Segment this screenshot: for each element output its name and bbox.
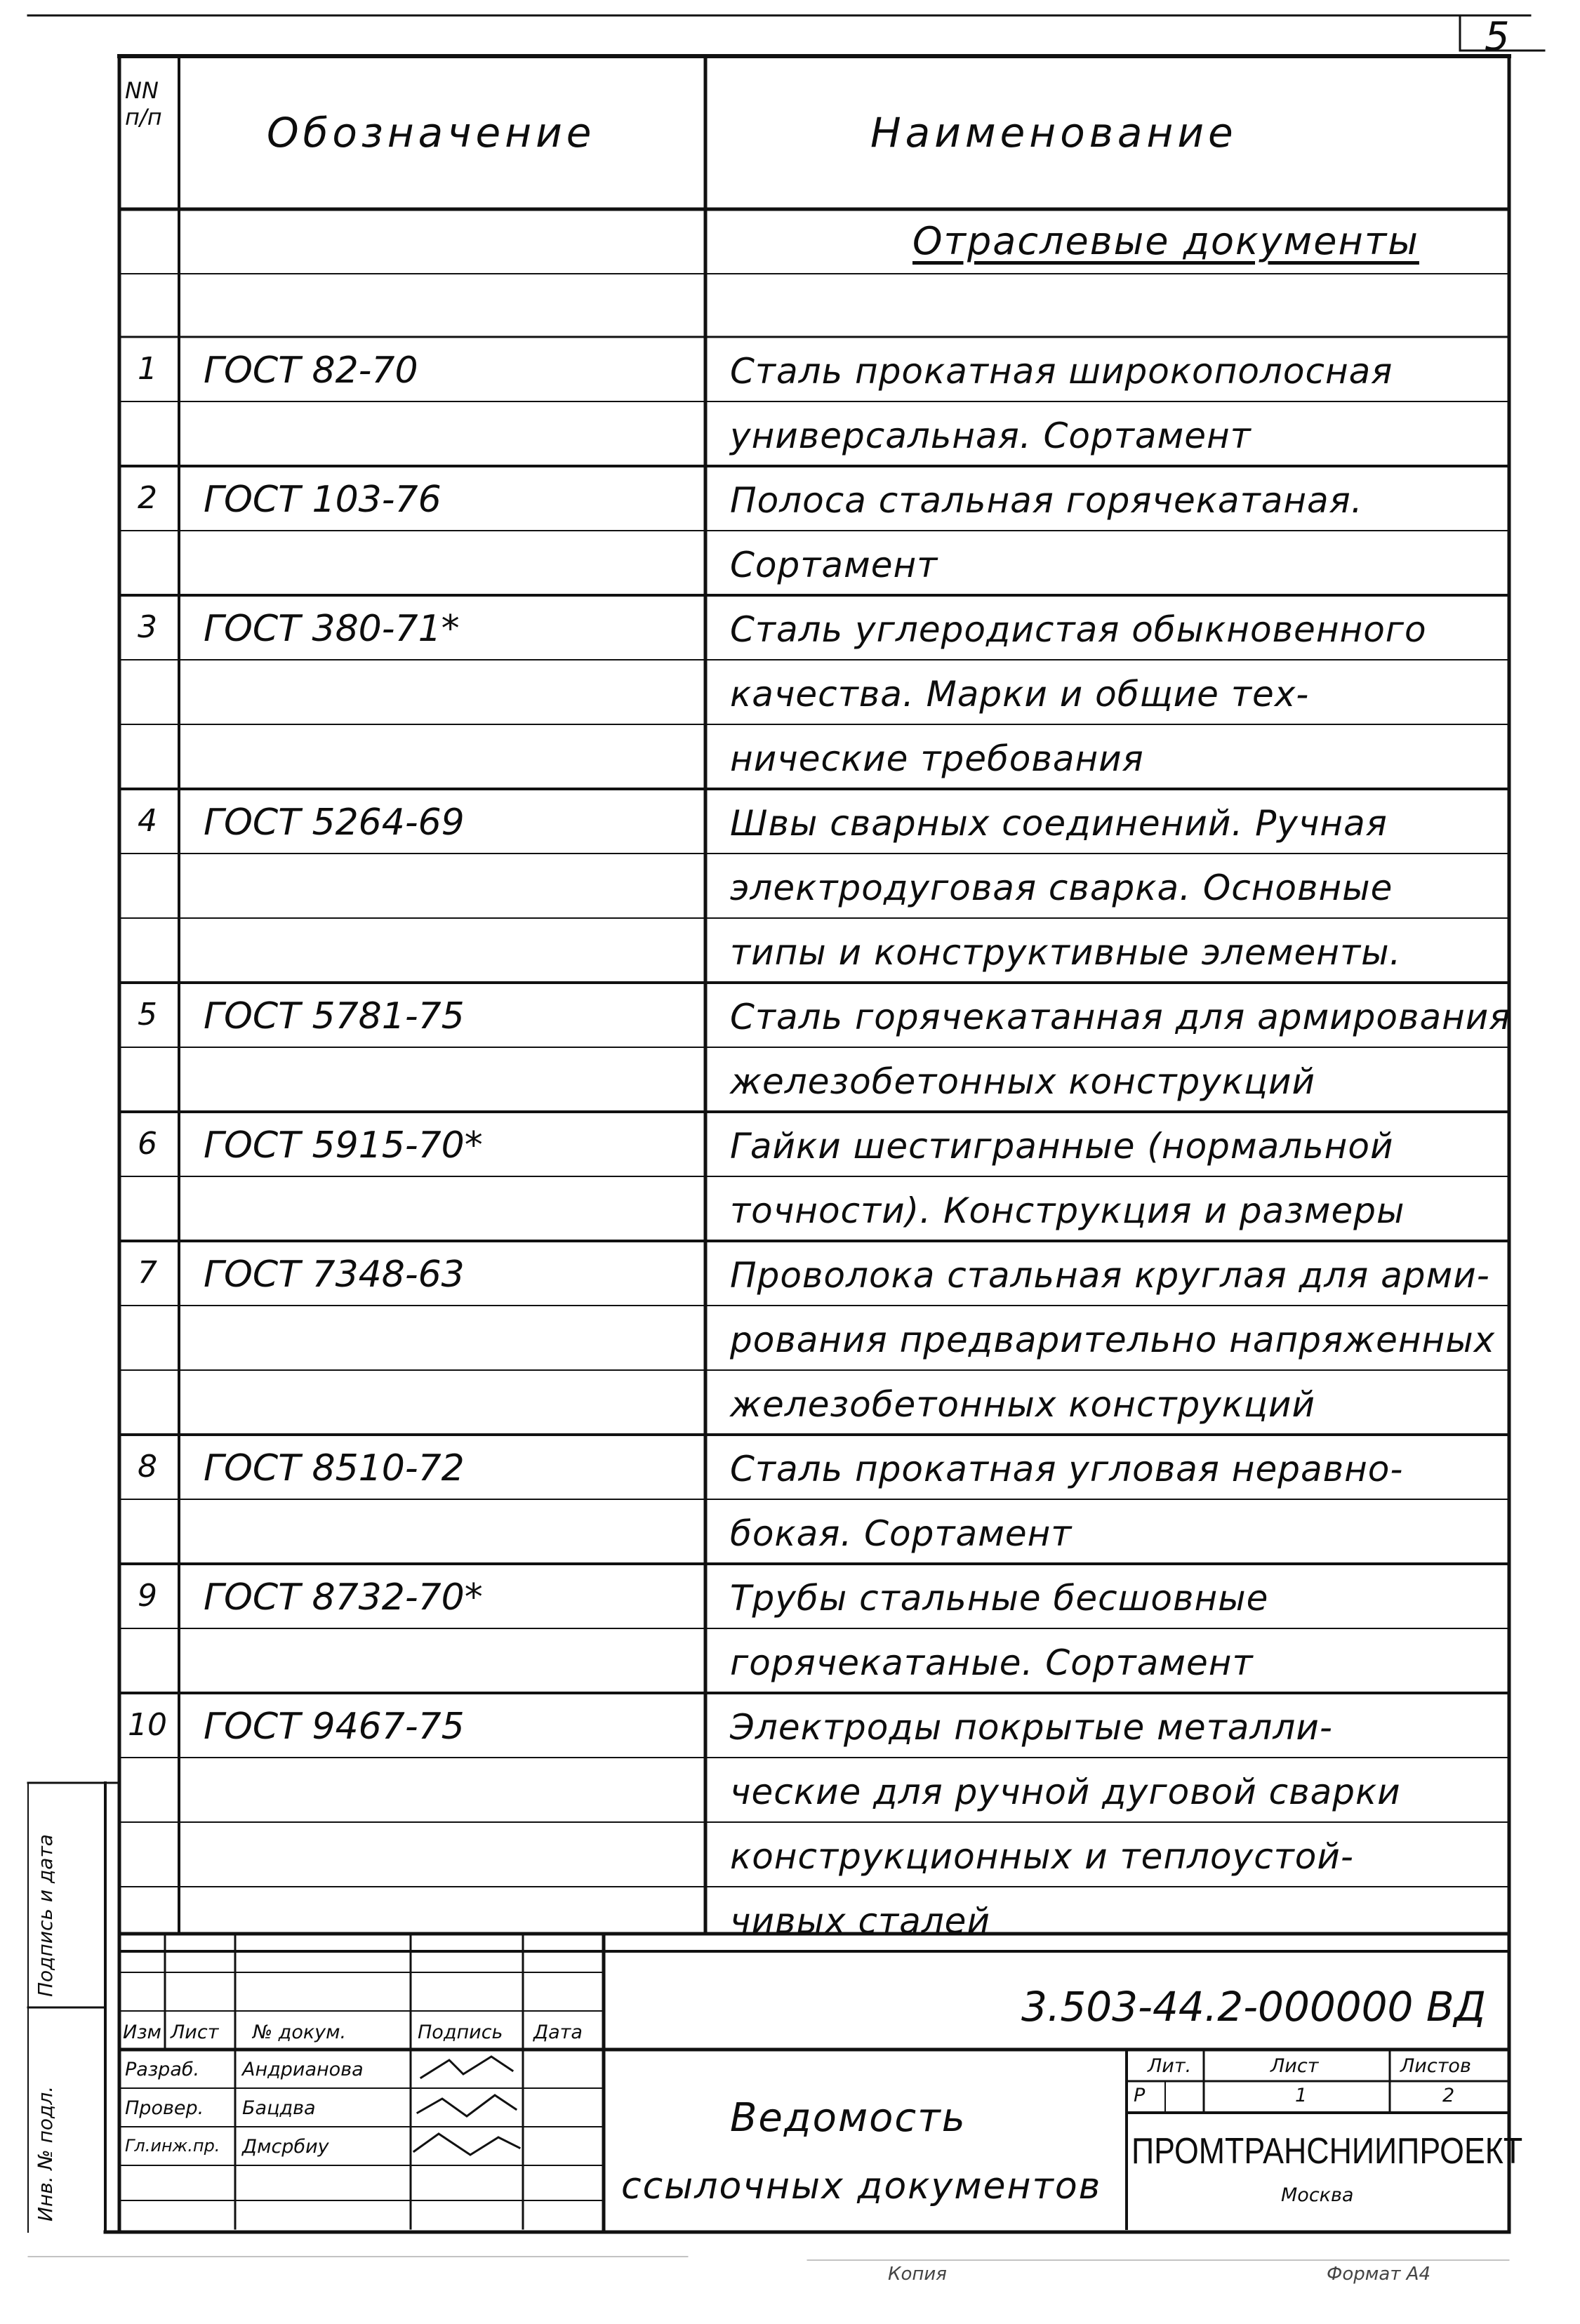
organization-name: ПРОМТРАНСНИИПРОЕКТ <box>1131 2131 1523 2172</box>
row-number: 3 <box>138 609 157 645</box>
name-chief-engineer: Дмсрбиу <box>242 2136 329 2158</box>
row-name-line: электродуговая сварка. Основные <box>730 868 1393 908</box>
row-code: ГОСТ 9467-75 <box>204 1706 465 1748</box>
row-name-line: универсальная. Сортамент <box>730 416 1252 456</box>
role-developer: Разраб. <box>125 2059 200 2080</box>
side-label-sign-date: Подпись и дата <box>34 1834 57 1997</box>
col-sign: Подпись <box>418 2021 503 2043</box>
header-designation: Обозначение <box>267 109 596 157</box>
row-code: ГОСТ 7348-63 <box>204 1254 465 1296</box>
col-date: Дата <box>533 2021 583 2043</box>
name-checker: Бацдва <box>242 2097 316 2119</box>
row-name-line: Сортамент <box>730 545 938 585</box>
row-number: 9 <box>138 1578 157 1614</box>
row-name-line: Электроды покрытые металли- <box>730 1707 1333 1748</box>
organization-city: Москва <box>1281 2184 1354 2206</box>
page-number: 5 <box>1485 14 1510 60</box>
row-name-line: рования предварительно напряженных <box>730 1320 1496 1360</box>
row-name-line: Сталь углеродистая обыкновенного <box>730 609 1427 650</box>
role-chief-engineer: Гл.инж.пр. <box>125 2136 220 2156</box>
role-checker: Провер. <box>125 2097 204 2119</box>
row-number: 2 <box>138 480 157 516</box>
row-name-line: горячекатаные. Сортамент <box>730 1642 1254 1683</box>
col-doc-no: № докум. <box>253 2021 347 2043</box>
row-code: ГОСТ 8732-70* <box>204 1576 483 1619</box>
sheet-value: 1 <box>1295 2085 1308 2106</box>
sheets-label: Листов <box>1400 2055 1471 2077</box>
doc-title-line2: ссылочных документов <box>621 2165 1102 2207</box>
row-number: 5 <box>138 997 157 1032</box>
row-code: ГОСТ 82-70 <box>204 350 418 392</box>
section-title: Отраслевые документы <box>912 219 1419 263</box>
row-name-line: точности). Конструкция и размеры <box>730 1190 1405 1231</box>
doc-title-line1: Ведомость <box>730 2095 967 2141</box>
row-name-line: железобетонных конструкций <box>730 1061 1316 1102</box>
stage-label: Лит. <box>1148 2055 1192 2077</box>
row-code: ГОСТ 5915-70* <box>204 1124 483 1167</box>
row-name-line: типы и конструктивные элементы. <box>730 932 1402 973</box>
footer-format: Формат А4 <box>1327 2264 1431 2285</box>
row-number: 6 <box>138 1126 157 1162</box>
header-num-col-label: NN п/п <box>125 77 162 131</box>
row-number: 7 <box>138 1255 157 1291</box>
header-name: Наименование <box>870 109 1237 157</box>
row-code: ГОСТ 5264-69 <box>204 802 465 844</box>
row-name-line: железобетонных конструкций <box>730 1384 1316 1425</box>
row-name-line: качества. Марки и общие тех- <box>730 674 1310 715</box>
sheet-label: Лист <box>1270 2055 1319 2077</box>
row-name-line: Проволока стальная круглая для арми- <box>730 1255 1490 1296</box>
row-number: 4 <box>138 803 157 839</box>
side-label-inv-orig: Инв. № подл. <box>34 2085 57 2222</box>
sheets-value: 2 <box>1442 2085 1455 2106</box>
row-name-line: бокая. Сортамент <box>730 1513 1073 1554</box>
row-name-line: чивых сталей <box>730 1901 990 1941</box>
stage-value: Р <box>1134 2085 1146 2106</box>
row-name-line: нические требования <box>730 738 1144 779</box>
row-name-line: Сталь горячекатанная для армирования <box>730 997 1511 1037</box>
row-number: 1 <box>138 351 157 387</box>
row-number: 10 <box>128 1707 167 1743</box>
name-developer: Андрианова <box>242 2059 364 2080</box>
col-list: Лист <box>171 2021 219 2043</box>
footer-copy: Копия <box>888 2264 947 2285</box>
row-name-line: Трубы стальные бесшовные <box>730 1578 1269 1619</box>
doc-code: 3.503-44.2-000000 ВД <box>1021 1983 1486 2031</box>
row-name-line: Гайки шестигранные (нормальной <box>730 1126 1394 1167</box>
row-code: ГОСТ 103-76 <box>204 479 442 521</box>
row-name-line: Швы сварных соединений. Ручная <box>730 803 1388 844</box>
row-name-line: конструкционных и теплоустой- <box>730 1836 1354 1877</box>
row-name-line: Полоса стальная горячекатаная. <box>730 480 1363 521</box>
row-code: ГОСТ 380-71* <box>204 608 460 650</box>
row-code: ГОСТ 8510-72 <box>204 1447 465 1489</box>
col-izm: Изм <box>123 2021 161 2043</box>
row-number: 8 <box>138 1449 157 1485</box>
row-name-line: ческие для ручной дуговой сварки <box>730 1772 1401 1812</box>
row-name-line: Сталь прокатная угловая неравно- <box>730 1449 1404 1489</box>
row-name-line: Сталь прокатная широкополосная <box>730 351 1393 392</box>
row-code: ГОСТ 5781-75 <box>204 995 465 1037</box>
